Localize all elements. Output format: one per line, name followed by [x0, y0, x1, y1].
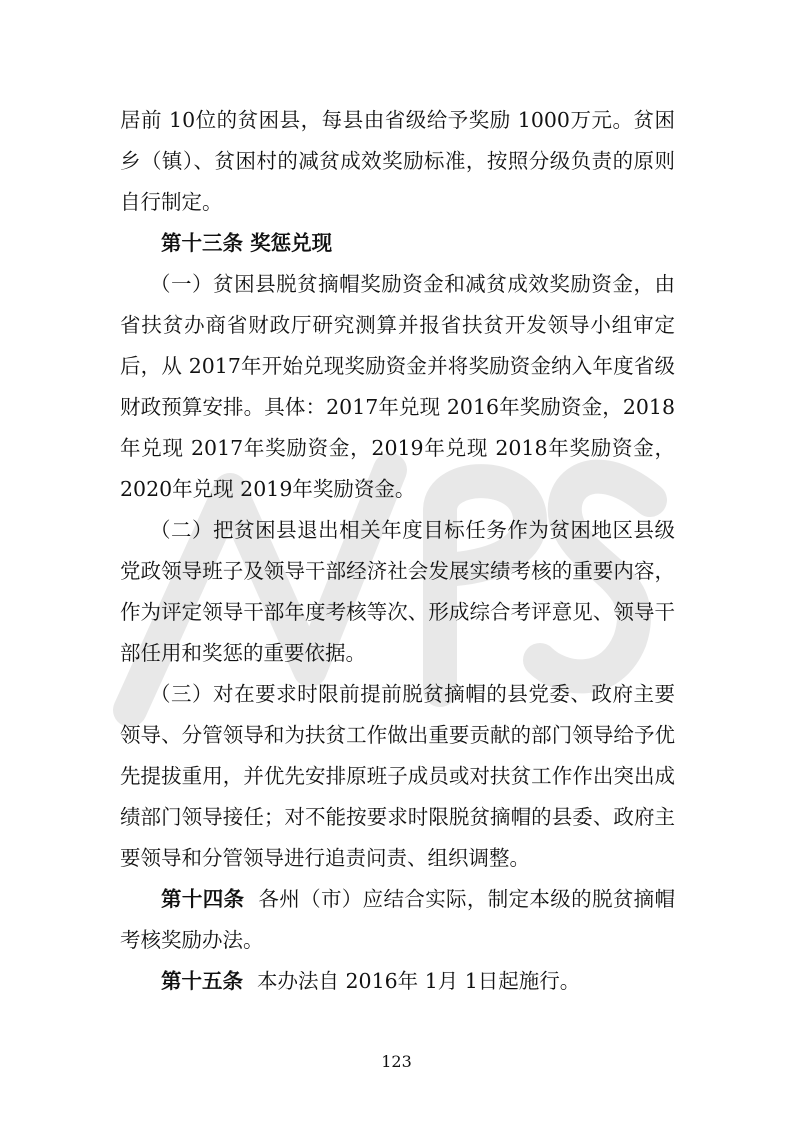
article-13-item-3: （三）对在要求时限前提前脱贫摘帽的县党委、政府主要领导、分管领导和为扶贫工作做出重要贡献的部门领导给予优先提拔重用，并优先安排原班子成员或对扶贫工作作出突出成绩部门领导接任；对不能按要求时限脱贫摘帽的县委、政府主要领导和分管领导进行追责问责、组织调整。 [120, 682, 675, 870]
article-14-heading: 第十四条 [161, 887, 245, 911]
page-number: 123 [381, 1052, 412, 1071]
article-15-body: 本办法自 2016年 1月 1日起施行。 [257, 969, 581, 993]
article-14-body: 各州（市）应结合实际，制定本级的脱贫摘帽考核奖励办法。 [120, 887, 676, 952]
article-13-heading: 第十三条 奖惩兑现 [161, 231, 333, 255]
article-14 [120, 879, 675, 961]
document-body [120, 100, 675, 1002]
article-15-heading: 第十五条 [161, 969, 243, 993]
article-15 [120, 961, 675, 1002]
article-13-item-2: （二）把贫困县退出相关年度目标任务作为贫困地区县级党政领导班子及领导干部经济社会发展实绩考核的重要内容，作为评定领导干部年度考核等次、形成综合考评意见、领导干部任用和奖惩的重要依据。 [120, 518, 675, 665]
article-13-item-1: （一）贫困县脱贫摘帽奖励资金和减贫成效奖励资金，由省扶贫办商省财政厅研究测算并报省扶贫开发领导小组审定后，从 2017年开始兑现奖励资金并将奖励资金纳入年度省级财政预算安排。具体：2017年兑现 2016年奖励资金，2018年兑现 2017年奖励资金，2019年兑现 2018年奖励资金，2020年兑现 2019年奖励资金。 [120, 272, 675, 501]
paragraph-reward-continuation: 居前 10位的贫困县，每县由省级给予奖励 1000万元。贫困乡（镇）、贫困村的减贫成效奖励标准，按照分级负责的原则自行制定。 [120, 108, 675, 214]
